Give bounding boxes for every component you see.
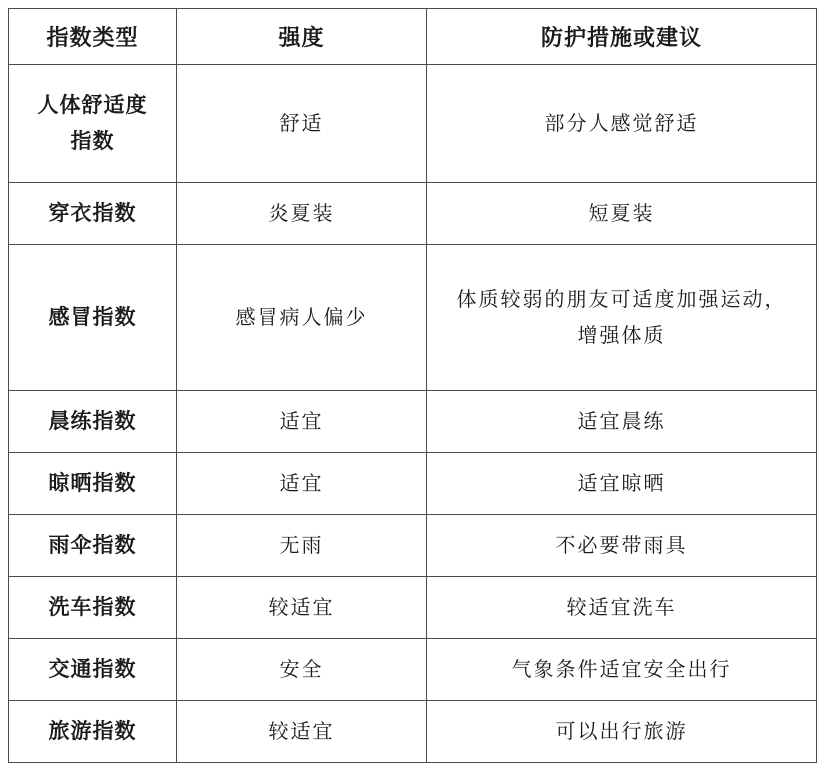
cell-index-type: 洗车指数 — [9, 577, 177, 639]
cell-index-type-text: 人体舒适度指数 — [37, 93, 148, 153]
cell-level: 安全 — [177, 639, 427, 701]
column-header-level: 强度 — [177, 9, 427, 65]
cell-index-type: 雨伞指数 — [9, 515, 177, 577]
cell-advice: 较适宜洗车 — [427, 577, 817, 639]
cell-index-type: 交通指数 — [9, 639, 177, 701]
cell-index-type: 晨练指数 — [9, 391, 177, 453]
cell-level: 无雨 — [177, 515, 427, 577]
table-header-row — [9, 9, 817, 65]
cell-advice: 短夏装 — [427, 183, 817, 245]
cell-level: 适宜 — [177, 391, 427, 453]
cell-level: 感冒病人偏少 — [177, 245, 427, 391]
table-row — [9, 65, 817, 183]
cell-advice-text: 体质较弱的朋友可适度加强运动，增强体质 — [456, 288, 787, 347]
column-header-advice: 防护措施或建议 — [427, 9, 817, 65]
cell-advice: 可以出行旅游 — [427, 701, 817, 763]
cell-level: 适宜 — [177, 453, 427, 515]
table-row — [9, 701, 817, 763]
cell-advice — [427, 245, 817, 391]
cell-advice-text: 部分人感觉舒适 — [544, 112, 699, 135]
table-row — [9, 391, 817, 453]
cell-index-type: 穿衣指数 — [9, 183, 177, 245]
table-row — [9, 515, 817, 577]
table-header — [9, 9, 817, 65]
table-row — [9, 245, 817, 391]
table-row — [9, 639, 817, 701]
table-row — [9, 577, 817, 639]
cell-index-type: 感冒指数 — [9, 245, 177, 391]
cell-advice: 不必要带雨具 — [427, 515, 817, 577]
cell-level: 较适宜 — [177, 577, 427, 639]
table-body — [9, 65, 817, 763]
life-index-table — [8, 8, 817, 763]
cell-advice — [427, 65, 817, 183]
cell-advice: 气象条件适宜安全出行 — [427, 639, 817, 701]
cell-level: 炎夏装 — [177, 183, 427, 245]
table-row — [9, 183, 817, 245]
cell-index-type — [9, 65, 177, 183]
cell-index-type: 晾晒指数 — [9, 453, 177, 515]
cell-level: 较适宜 — [177, 701, 427, 763]
cell-index-type: 旅游指数 — [9, 701, 177, 763]
cell-advice: 适宜晨练 — [427, 391, 817, 453]
table-row — [9, 453, 817, 515]
cell-level: 舒适 — [177, 65, 427, 183]
column-header-index-type: 指数类型 — [9, 9, 177, 65]
cell-advice: 适宜晾晒 — [427, 453, 817, 515]
